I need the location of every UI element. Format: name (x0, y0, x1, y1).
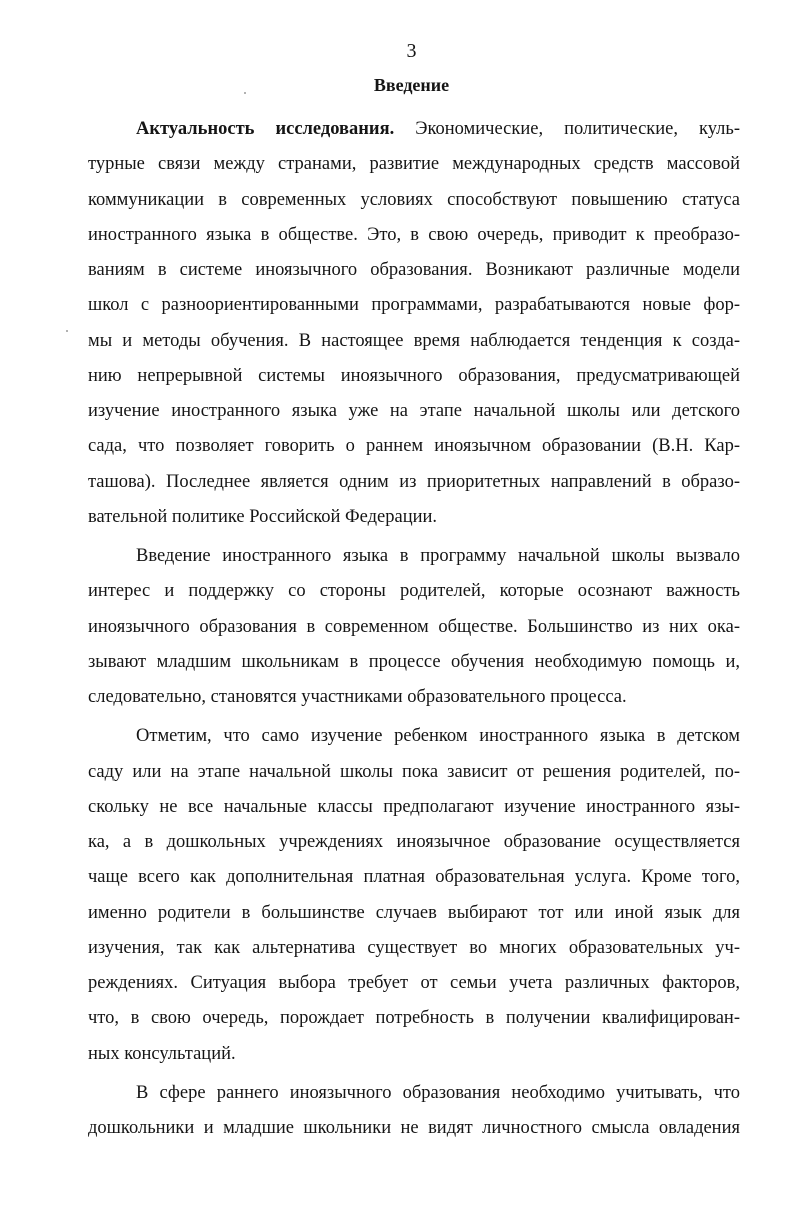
text-line: ваниям в системе иноязычного образования. Возникают различные модели (88, 260, 740, 280)
text-line: Введение иностранного языка в программу начальной школы вызвало (136, 546, 740, 566)
text-line: изучения, так как альтернатива существует во многих образовательных уч- (88, 937, 740, 958)
text-line: школ с разноориентированными программами, разрабатываются новые фор- (88, 295, 740, 316)
text-line: скольку не все начальные классы предполагают изучение иностранного язы- (88, 796, 740, 817)
text-line: реждениях. Ситуация выбора требует от семьи учета различных факторов, (88, 973, 740, 993)
text-line: изучение иностранного языка уже на этапе начальной школы или детского (88, 401, 740, 421)
text-line: Отметим, что само изучение ребенком иностранного языка в детском (136, 726, 740, 747)
text-line: вательной политике Российской Федерации. (88, 506, 438, 527)
scan-speck (66, 330, 68, 332)
section-heading: Введение (373, 75, 450, 95)
text-line: ташова). Последнее является одним из приоритетных направлений в образо- (88, 471, 740, 492)
text-line: саду или на этапе начальной школы пока зависит от решения родителей, по- (88, 761, 740, 782)
text-line: чаще всего как дополнительная платная образовательная услуга. Кроме того, (88, 867, 740, 888)
page-number: 3 (406, 40, 417, 62)
text-line: следовательно, становятся участниками образовательного процесса. (88, 687, 627, 707)
text-line: ка, а в дошкольных учреждениях иноязычное образование осуществляется (88, 832, 740, 852)
text-line: иностранного языка в обществе. Это, в свою очередь, приводит к преобразо- (88, 224, 740, 245)
text-line: что, в свою очередь, порождает потребность в получении квалифицирован- (88, 1008, 740, 1029)
text-line: В сфере раннего иноязычного образования необходимо учитывать, что (136, 1082, 740, 1103)
body-text (88, 112, 740, 1146)
text-line: иноязычного образования в современном обществе. Большинство из них ока- (88, 616, 740, 637)
text-line: турные связи между странами, развитие международных средств массовой (88, 154, 740, 175)
lead-bold-text: Актуальность исследования. (136, 119, 395, 139)
text-line: дошкольники и младшие школьники не видят личностного смысла овладения (88, 1118, 740, 1138)
text-line: сада, что позволяет говорить о раннем иноязычном образовании (В.Н. Кар- (88, 436, 740, 457)
text-line: ных консультаций. (88, 1043, 236, 1064)
text-line: Актуальность исследования. Экономические, политические, куль- (136, 119, 741, 139)
text-line: нию непрерывной системы иноязычного образования, предусматривающей (88, 365, 740, 386)
text-line: зывают младшим школьникам в процессе обучения необходимую помощь и, (88, 651, 740, 672)
text-line: коммуникации в современных условиях способствуют повышению статуса (88, 189, 740, 210)
text-line: именно родители в большинстве случаев выбирают тот или иной язык для (88, 902, 740, 923)
text-line: интерес и поддержку со стороны родителей, которые осознают важность (88, 581, 740, 602)
text-line: мы и методы обучения. В настоящее время наблюдается тенденция к созда- (88, 330, 740, 351)
